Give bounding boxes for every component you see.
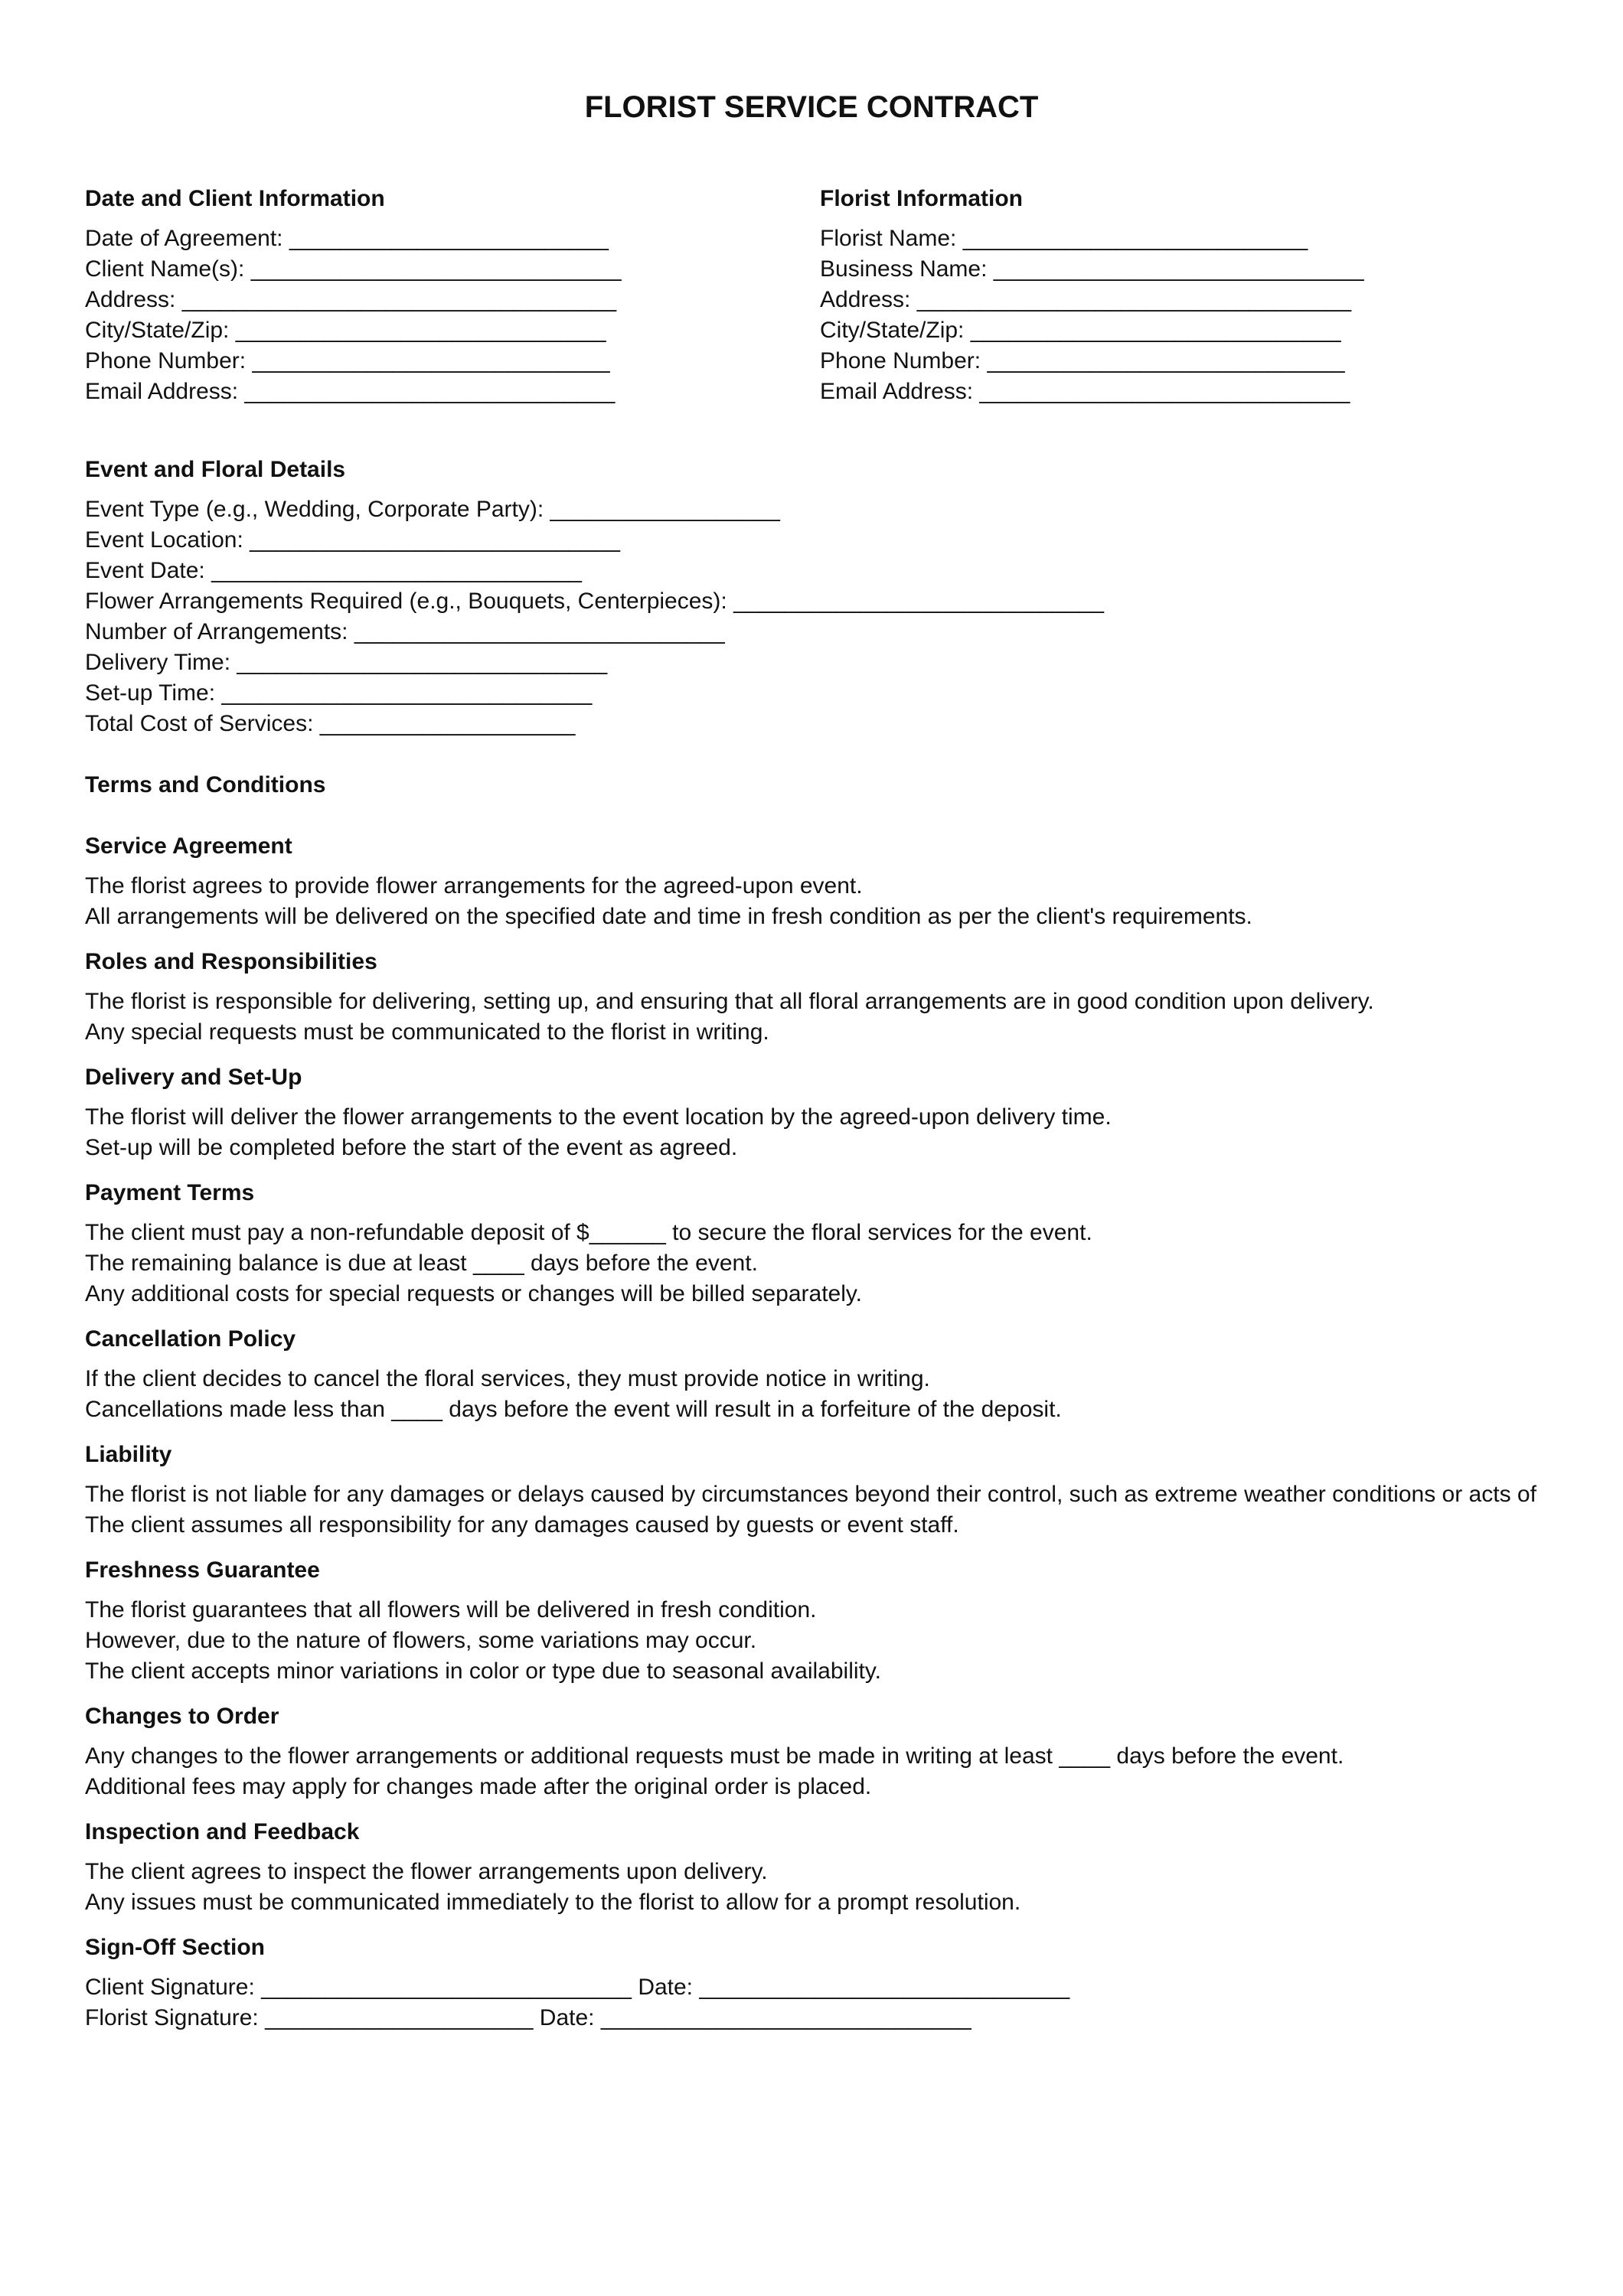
date-of-agreement-field[interactable]: Date of Agreement: _________________________ [85,226,609,251]
section-text: The florist will deliver the flower arrangements to the event location by the agreed-upon delivery time. [85,1104,1112,1130]
section-text: However, due to the nature of flowers, some variations may occur. [85,1628,757,1653]
delivery-time-field[interactable]: Delivery Time: _____________________________ [85,650,608,675]
section-text: The florist guarantees that all flowers will be delivered in fresh condition. [85,1597,817,1623]
event-location-field[interactable]: Event Location: _____________________________ [85,527,620,553]
section-text: Set-up will be completed before the start of the event as agreed. [85,1135,738,1160]
section-heading: Delivery and Set-Up [85,1065,302,1090]
section-text: Additional fees may apply for changes made after the original order is placed. [85,1774,872,1799]
fill-in-line[interactable]: The client must pay a non-refundable deposit of $______ to secure the floral services for the event. [85,1220,1092,1245]
terms-section [85,1817,1536,1918]
total-cost-field[interactable]: Total Cost of Services: ____________________ [85,711,576,736]
client-city-state-zip-field[interactable]: City/State/Zip: _____________________________ [85,318,606,343]
client-info-section [85,184,622,407]
section-text: The client accepts minor variations in color or type due to seasonal availability. [85,1658,881,1684]
client-address-field[interactable]: Address: __________________________________ [85,287,616,312]
setup-time-field[interactable]: Set-up Time: _____________________________ [85,680,593,706]
section-heading: Cancellation Policy [85,1326,296,1352]
terms-section [85,947,1536,1048]
section-text: Any issues must be communicated immediately to the florist to allow for a prompt resolution. [85,1890,1021,1915]
section-heading: Roles and Responsibilities [85,949,377,974]
section-text: If the client decides to cancel the floral services, they must provide notice in writing. [85,1366,930,1391]
section-heading: Service Agreement [85,833,292,859]
fill-in-line[interactable]: Client Signature: _____________________________ Date: _____________________________ [85,1975,1070,2000]
client-email-field[interactable]: Email Address: _____________________________ [85,379,616,404]
terms-section [85,1555,1536,1687]
terms-section [85,831,1536,932]
terms-section [85,1440,1536,1541]
florist-name-field[interactable]: Florist Name: ___________________________ [820,226,1308,251]
client-name-field[interactable]: Client Name(s): _____________________________ [85,256,622,282]
section-text: The florist agrees to provide flower arrangements for the agreed-upon event. [85,873,863,899]
event-date-field[interactable]: Event Date: _____________________________ [85,558,582,583]
fill-in-line[interactable]: Cancellations made less than ____ days before the event will result in a forfeiture of the deposit. [85,1397,1062,1422]
florist-phone-field[interactable]: Phone Number: ____________________________ [820,348,1345,373]
florist-info-heading: Florist Information [820,186,1023,211]
florist-city-state-zip-field[interactable]: City/State/Zip: _____________________________ [820,318,1341,343]
section-text: The florist is not liable for any damages or delays caused by circumstances beyond their control, such as extreme weather conditions or acts of [85,1482,1536,1507]
event-details-section [85,455,1536,739]
section-heading: Inspection and Feedback [85,1819,360,1844]
terms-section [85,1324,1536,1425]
florist-info-section [820,184,1364,407]
terms-section [85,1178,1536,1309]
fill-in-line[interactable]: Any changes to the flower arrangements or additional requests must be made in writing at least ____ days before the event. [85,1743,1344,1769]
terms-section [85,1932,1536,2033]
event-type-field[interactable]: Event Type (e.g., Wedding, Corporate Party): __________________ [85,497,780,522]
section-text: The client agrees to inspect the flower arrangements upon delivery. [85,1859,768,1884]
section-text: The client assumes all responsibility for any damages caused by guests or event staff. [85,1512,959,1538]
terms-heading: Terms and Conditions [85,772,326,797]
terms-section [85,1062,1536,1163]
business-name-field[interactable]: Business Name: _____________________________ [820,256,1364,282]
fill-in-line[interactable]: The remaining balance is due at least ____ days before the event. [85,1251,758,1276]
section-heading: Changes to Order [85,1704,279,1729]
main-content [85,455,1536,2048]
florist-address-field[interactable]: Address: __________________________________ [820,287,1351,312]
section-text: The florist is responsible for delivering, setting up, and ensuring that all floral arrangements are in good condition upon delivery. [85,989,1374,1014]
section-text: Any special requests must be communicated to the florist in writing. [85,1019,769,1045]
section-heading: Freshness Guarantee [85,1557,320,1583]
terms-section [85,1701,1536,1802]
client-phone-field[interactable]: Phone Number: ____________________________ [85,348,610,373]
section-text: Any additional costs for special requests or changes will be billed separately. [85,1281,862,1306]
terms-sections [85,831,1536,2033]
section-heading: Sign-Off Section [85,1935,265,1960]
section-heading: Payment Terms [85,1180,255,1205]
flower-arrangements-field[interactable]: Flower Arrangements Required (e.g., Bouquets, Centerpieces): _____________________________ [85,589,1104,614]
client-info-heading: Date and Client Information [85,186,385,211]
section-heading: Liability [85,1442,172,1467]
number-of-arrangements-field[interactable]: Number of Arrangements: _____________________________ [85,619,725,644]
section-text: All arrangements will be delivered on the specified date and time in fresh condition as per the client's requirements. [85,904,1252,929]
florist-email-field[interactable]: Email Address: _____________________________ [820,379,1350,404]
document-title: FLORIST SERVICE CONTRACT [584,90,1039,124]
fill-in-line[interactable]: Florist Signature: _____________________ Date: _____________________________ [85,2005,972,2030]
event-details-heading: Event and Floral Details [85,457,346,482]
